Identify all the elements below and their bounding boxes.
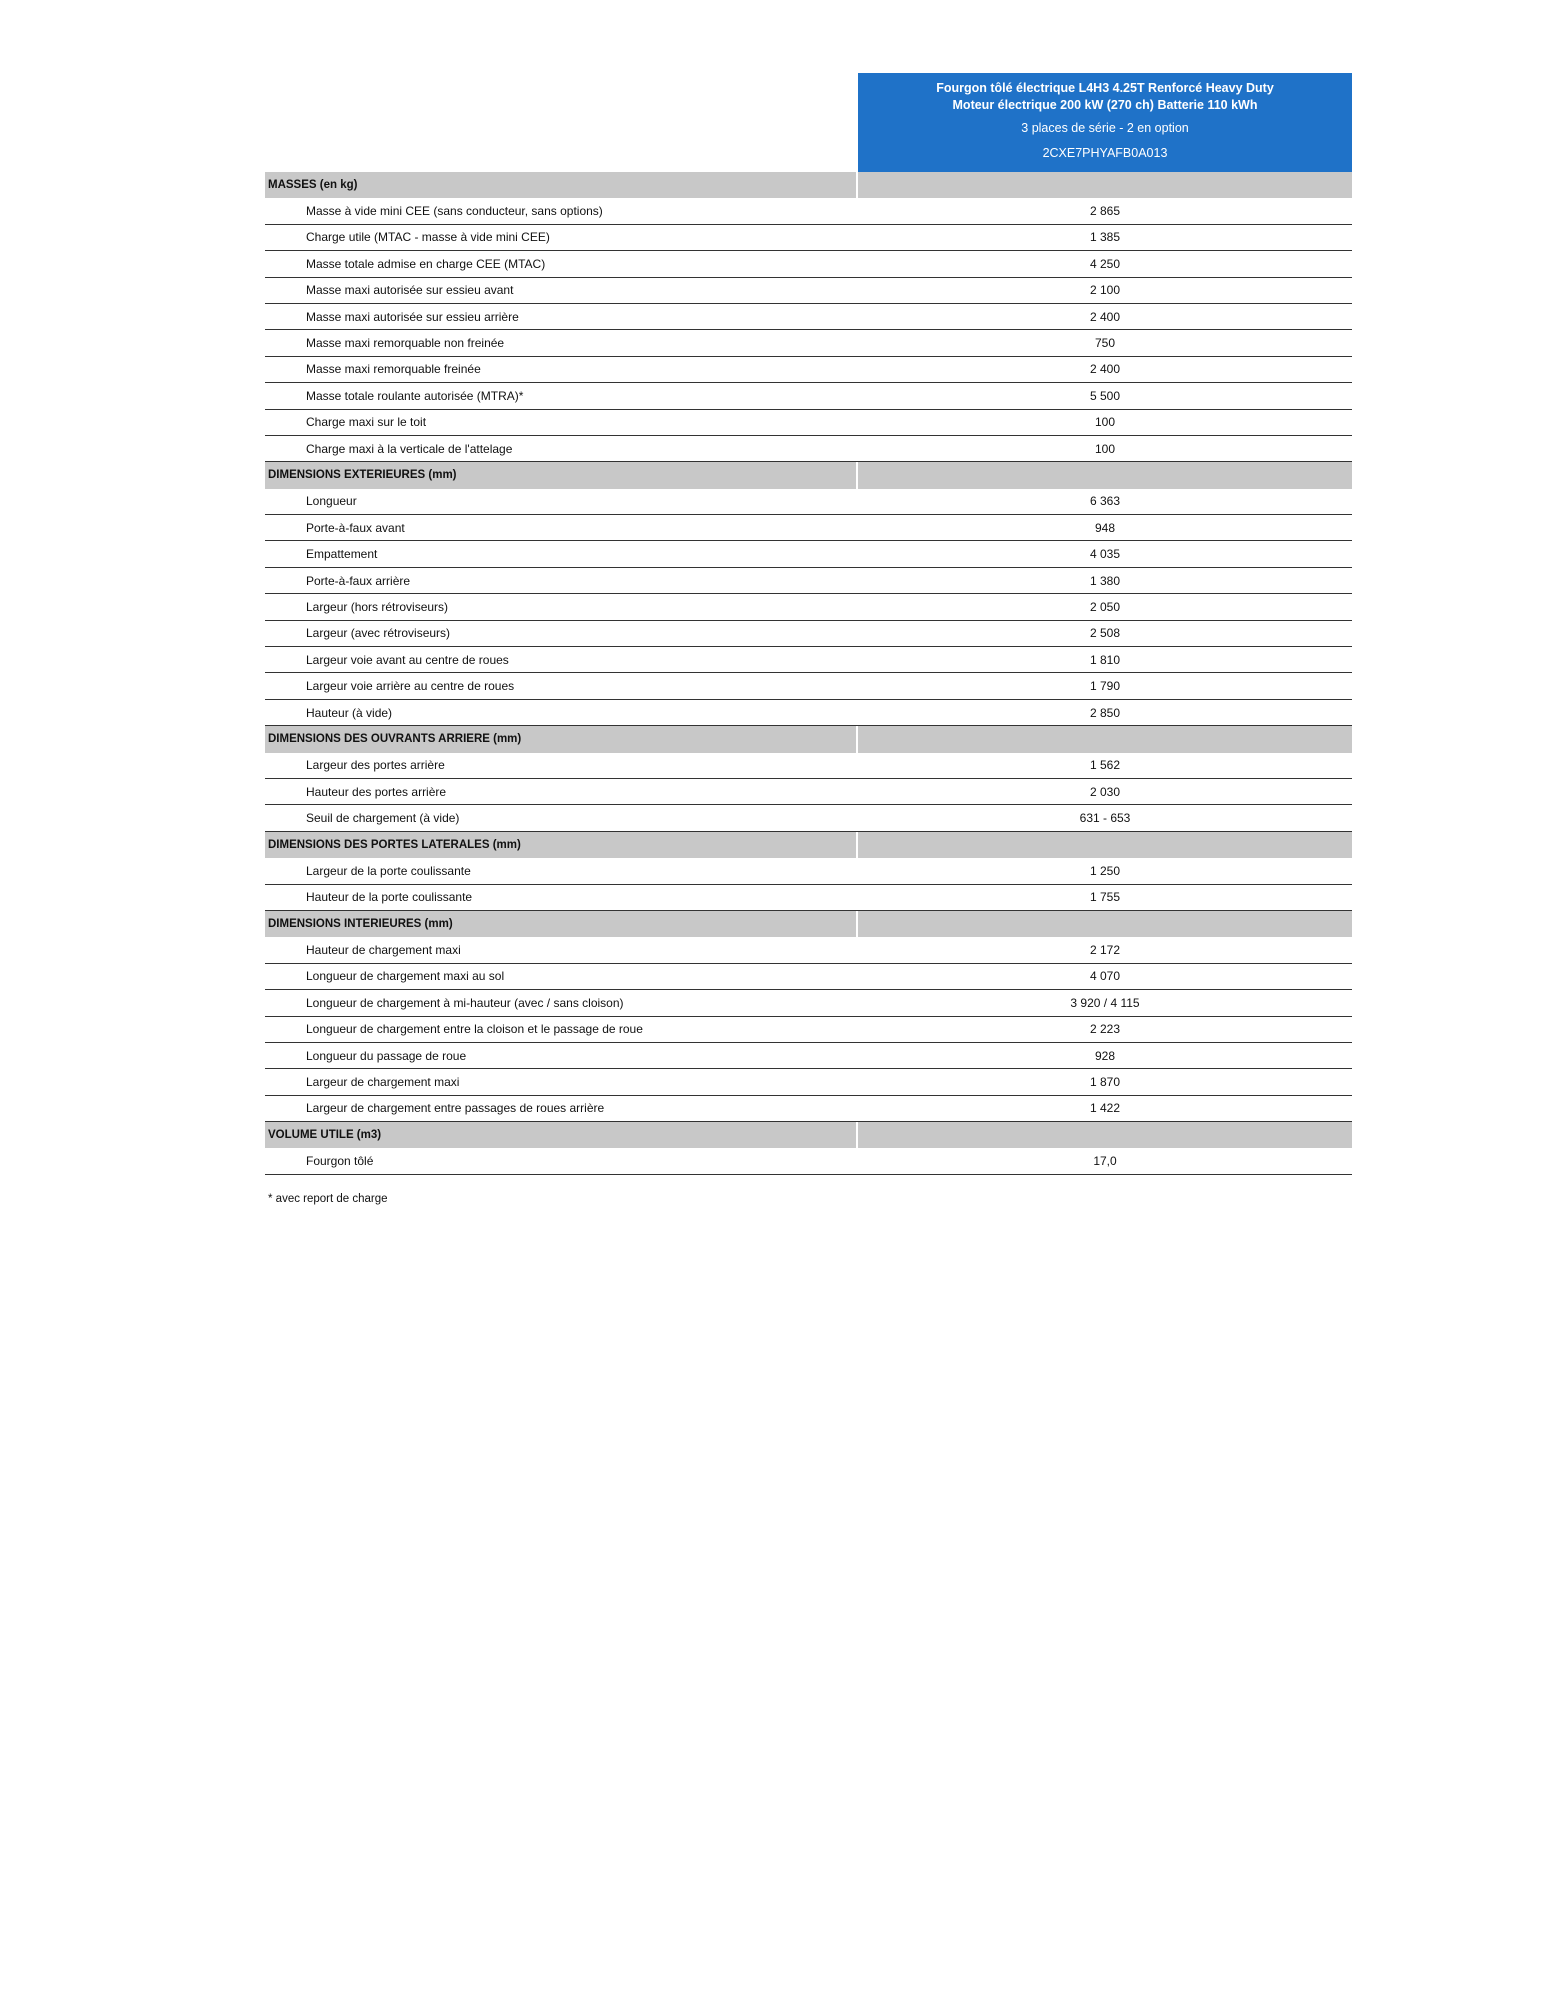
row-label: Charge utile (MTAC - masse à vide mini CEE) xyxy=(306,230,550,245)
table-row xyxy=(265,278,1352,304)
table-row xyxy=(265,251,1352,277)
row-label: Masse totale admise en charge CEE (MTAC) xyxy=(306,256,546,271)
table-row xyxy=(265,304,1352,330)
row-label: Longueur de chargement entre la cloison et le passage de roue xyxy=(306,1022,643,1037)
row-value: 750 xyxy=(1094,336,1116,351)
section-title: MASSES (en kg) xyxy=(265,172,858,198)
table-row xyxy=(265,568,1352,594)
row-value: 4 035 xyxy=(1089,547,1121,562)
table-row xyxy=(265,647,1352,673)
section-header xyxy=(265,911,1352,937)
row-value: 100 xyxy=(1094,415,1116,430)
row-label: Largeur de chargement entre passages de roues arrière xyxy=(306,1101,605,1116)
row-value: 1 810 xyxy=(1089,652,1121,667)
section-header xyxy=(265,1122,1352,1148)
row-value: 4 070 xyxy=(1089,969,1121,984)
row-value: 2 400 xyxy=(1089,362,1121,377)
row-value: 5 500 xyxy=(1089,388,1121,403)
row-label: Largeur (avec rétroviseurs) xyxy=(306,626,451,641)
section-title: DIMENSIONS INTERIEURES (mm) xyxy=(265,911,858,937)
table-row xyxy=(265,436,1352,462)
section-title: DIMENSIONS DES PORTES LATERALES (mm) xyxy=(265,832,858,858)
row-value: 2 100 xyxy=(1089,283,1121,298)
table-row xyxy=(265,383,1352,409)
row-label: Longueur de chargement à mi-hauteur (avec / sans cloison) xyxy=(306,995,624,1010)
table-row xyxy=(265,805,1352,831)
table-row xyxy=(265,225,1352,251)
row-label: Hauteur (à vide) xyxy=(306,705,393,720)
model-name-line1: Fourgon tôlé électrique L4H3 4.25T Renforcé Heavy Duty xyxy=(936,81,1274,95)
row-value: 1 790 xyxy=(1089,679,1121,694)
row-value: 6 363 xyxy=(1089,494,1121,509)
row-label: Hauteur des portes arrière xyxy=(306,784,447,799)
table-row xyxy=(265,885,1352,911)
section-header xyxy=(265,726,1352,752)
row-value: 1 755 xyxy=(1089,890,1121,905)
row-label: Hauteur de chargement maxi xyxy=(306,943,461,958)
section-header xyxy=(265,172,1352,198)
row-value: 2 030 xyxy=(1089,784,1121,799)
row-value: 2 850 xyxy=(1089,705,1121,720)
row-value: 2 223 xyxy=(1089,1022,1121,1037)
table-row xyxy=(265,937,1352,963)
spec-sheet xyxy=(265,73,1352,1205)
section-header xyxy=(265,462,1352,488)
table-row xyxy=(265,779,1352,805)
row-label: Porte-à-faux arrière xyxy=(306,573,411,588)
model-name-line2: Moteur électrique 200 kW (270 ch) Batterie 110 kWh xyxy=(952,98,1258,112)
row-label: Longueur de chargement maxi au sol xyxy=(306,969,505,984)
row-value: 17,0 xyxy=(1093,1154,1117,1169)
row-label: Masse maxi autorisée sur essieu arrière xyxy=(306,309,519,324)
footnote: * avec report de charge xyxy=(268,1192,388,1205)
row-label: Largeur de chargement maxi xyxy=(306,1074,460,1089)
row-label: Hauteur de la porte coulissante xyxy=(306,890,473,905)
table-row xyxy=(265,410,1352,436)
table-row xyxy=(265,1096,1352,1122)
row-label: Seuil de chargement (à vide) xyxy=(306,811,460,826)
row-value: 928 xyxy=(1094,1048,1116,1063)
table-row xyxy=(265,964,1352,990)
section-title: VOLUME UTILE (m3) xyxy=(265,1122,858,1148)
row-label: Empattement xyxy=(306,547,378,562)
table-row xyxy=(265,700,1352,726)
table-row xyxy=(265,489,1352,515)
row-label: Masse à vide mini CEE (sans conducteur, sans options) xyxy=(306,204,603,219)
table-row xyxy=(265,673,1352,699)
table-row xyxy=(265,753,1352,779)
row-label: Porte-à-faux avant xyxy=(306,520,405,535)
row-label: Largeur de la porte coulissante xyxy=(306,863,471,878)
table-row xyxy=(265,541,1352,567)
row-value: 1 870 xyxy=(1089,1074,1121,1089)
table-row xyxy=(265,1069,1352,1095)
table-row xyxy=(265,357,1352,383)
row-label: Longueur du passage de roue xyxy=(306,1048,467,1063)
row-value: 1 385 xyxy=(1089,230,1121,245)
row-value: 948 xyxy=(1094,520,1116,535)
row-label: Longueur xyxy=(306,494,357,509)
row-label: Masse maxi autorisée sur essieu avant xyxy=(306,283,514,298)
model-header-cell xyxy=(858,73,1352,172)
row-label: Largeur des portes arrière xyxy=(306,758,445,773)
table-row xyxy=(265,858,1352,884)
table-row xyxy=(265,1148,1352,1174)
table-row xyxy=(265,594,1352,620)
row-value: 2 508 xyxy=(1089,626,1121,641)
table-row xyxy=(265,330,1352,356)
row-value: 1 380 xyxy=(1089,573,1121,588)
row-label: Masse totale roulante autorisée (MTRA)* xyxy=(306,388,524,403)
row-value: 2 172 xyxy=(1089,943,1121,958)
row-label: Charge maxi à la verticale de l'attelage xyxy=(306,441,513,456)
row-value: 2 400 xyxy=(1089,309,1121,324)
row-value: 2 050 xyxy=(1089,599,1121,614)
spec-table-body xyxy=(265,172,1352,1175)
row-label: Largeur voie avant au centre de roues xyxy=(306,652,509,667)
table-row xyxy=(265,1043,1352,1069)
table-row xyxy=(265,990,1352,1016)
section-header xyxy=(265,832,1352,858)
row-label: Charge maxi sur le toit xyxy=(306,415,427,430)
row-label: Masse maxi remorquable freinée xyxy=(306,362,481,377)
model-code: 2CXE7PHYAFB0A013 xyxy=(1042,146,1168,160)
table-row xyxy=(265,621,1352,647)
row-label: Fourgon tôlé xyxy=(306,1154,374,1169)
row-value: 2 865 xyxy=(1089,204,1121,219)
row-value: 4 250 xyxy=(1089,256,1121,271)
table-row xyxy=(265,1017,1352,1043)
row-value: 1 422 xyxy=(1089,1101,1121,1116)
section-title: DIMENSIONS DES OUVRANTS ARRIERE (mm) xyxy=(265,726,858,752)
table-row xyxy=(265,515,1352,541)
row-value: 1 250 xyxy=(1089,863,1121,878)
row-label: Largeur (hors rétroviseurs) xyxy=(306,599,449,614)
row-value: 1 562 xyxy=(1089,758,1121,773)
row-label: Masse maxi remorquable non freinée xyxy=(306,336,505,351)
row-value: 3 920 / 4 115 xyxy=(1070,995,1140,1010)
section-title: DIMENSIONS EXTERIEURES (mm) xyxy=(265,462,858,488)
seats-info: 3 places de série - 2 en option xyxy=(1021,121,1189,135)
header-spacer xyxy=(265,73,858,172)
table-row xyxy=(265,198,1352,224)
row-value: 631 - 653 xyxy=(1079,811,1131,826)
row-value: 100 xyxy=(1094,441,1116,456)
table-header xyxy=(265,73,1352,172)
row-label: Largeur voie arrière au centre de roues xyxy=(306,679,515,694)
